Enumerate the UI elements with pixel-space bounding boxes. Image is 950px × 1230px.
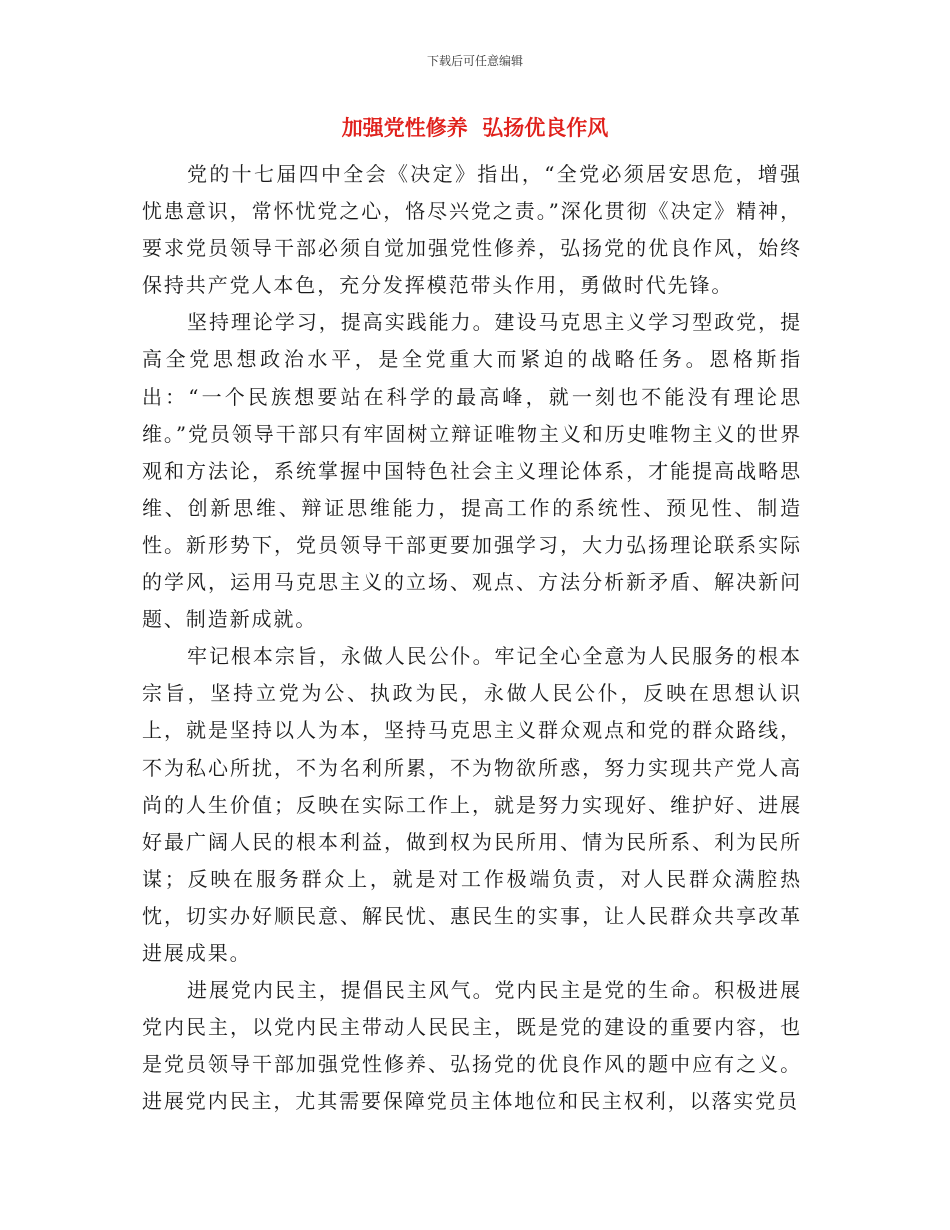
document-body (142, 156, 802, 1120)
paragraph-3: 牢记根本宗旨，永做人民公仆。牢记全心全意为人民服务的根本宗旨，坚持立党为公、执政为民，永做人民公仆，反映在思想认识上，就是坚持以人为本，坚持马克思主义群众观点和党的群众路线，不为私心所扰，不为名利所累，不为物欲所惑，努力实现共产党人高尚的人生价值；反映在实际工作上，就是努力实现好、维护好、进展好最广阔人民的根本利益，做到权为民所用、情为民所系、利为民所谋；反映在服务群众上，就是对工作极端负责，对人民群众满腔热忱，切实办好顺民意、解民忧、惠民生的实事，让人民群众共享改革进展成果。 (142, 644, 802, 965)
paragraph-4: 进展党内民主，提倡民主风气。党内民主是党的生命。积极进展党内民主，以党内民主带动人民民主，既是党的建设的重要内容，也是党员领导干部加强党性修养、弘扬党的优良作风的题中应有之义。进展党内民主，尤其需要保障党员主体地位和民主权利，以落实党员 (142, 978, 802, 1114)
page-header-note: 下载后可任意编辑 (426, 54, 523, 68)
paragraph-2: 坚持理论学习，提高实践能力。建设马克思主义学习型政党，提高全党思想政治水平，是全党重大而紧迫的战略任务。恩格斯指出：“一个民族想要站在科学的最高峰，就一刻也不能没有理论思维。”党员领导干部只有牢固树立辩证唯物主义和历史唯物主义的世界观和方法论，系统掌握中国特色社会主义理论体系，才能提高战略思维、创新思维、辩证思维能力，提高工作的系统性、预见性、制造性。新形势下，党员领导干部更要加强学习，大力弘扬理论联系实际的学风，运用马克思主义的立场、观点、方法分析新矛盾、解决新问题、制造新成就。 (142, 310, 802, 632)
document-title: 加强党性修养 弘扬优良作风 (341, 115, 609, 140)
paragraph-1: 党的十七届四中全会《决定》指出，“全党必须居安思危，增强忧患意识，常怀忧党之心，恪尽兴党之责。”深化贯彻《决定》精神，要求党员领导干部必须自觉加强党性修养，弘扬党的优良作风，始终保持共产党人本色，充分发挥模范带头作用，勇做时代先锋。 (142, 162, 802, 298)
